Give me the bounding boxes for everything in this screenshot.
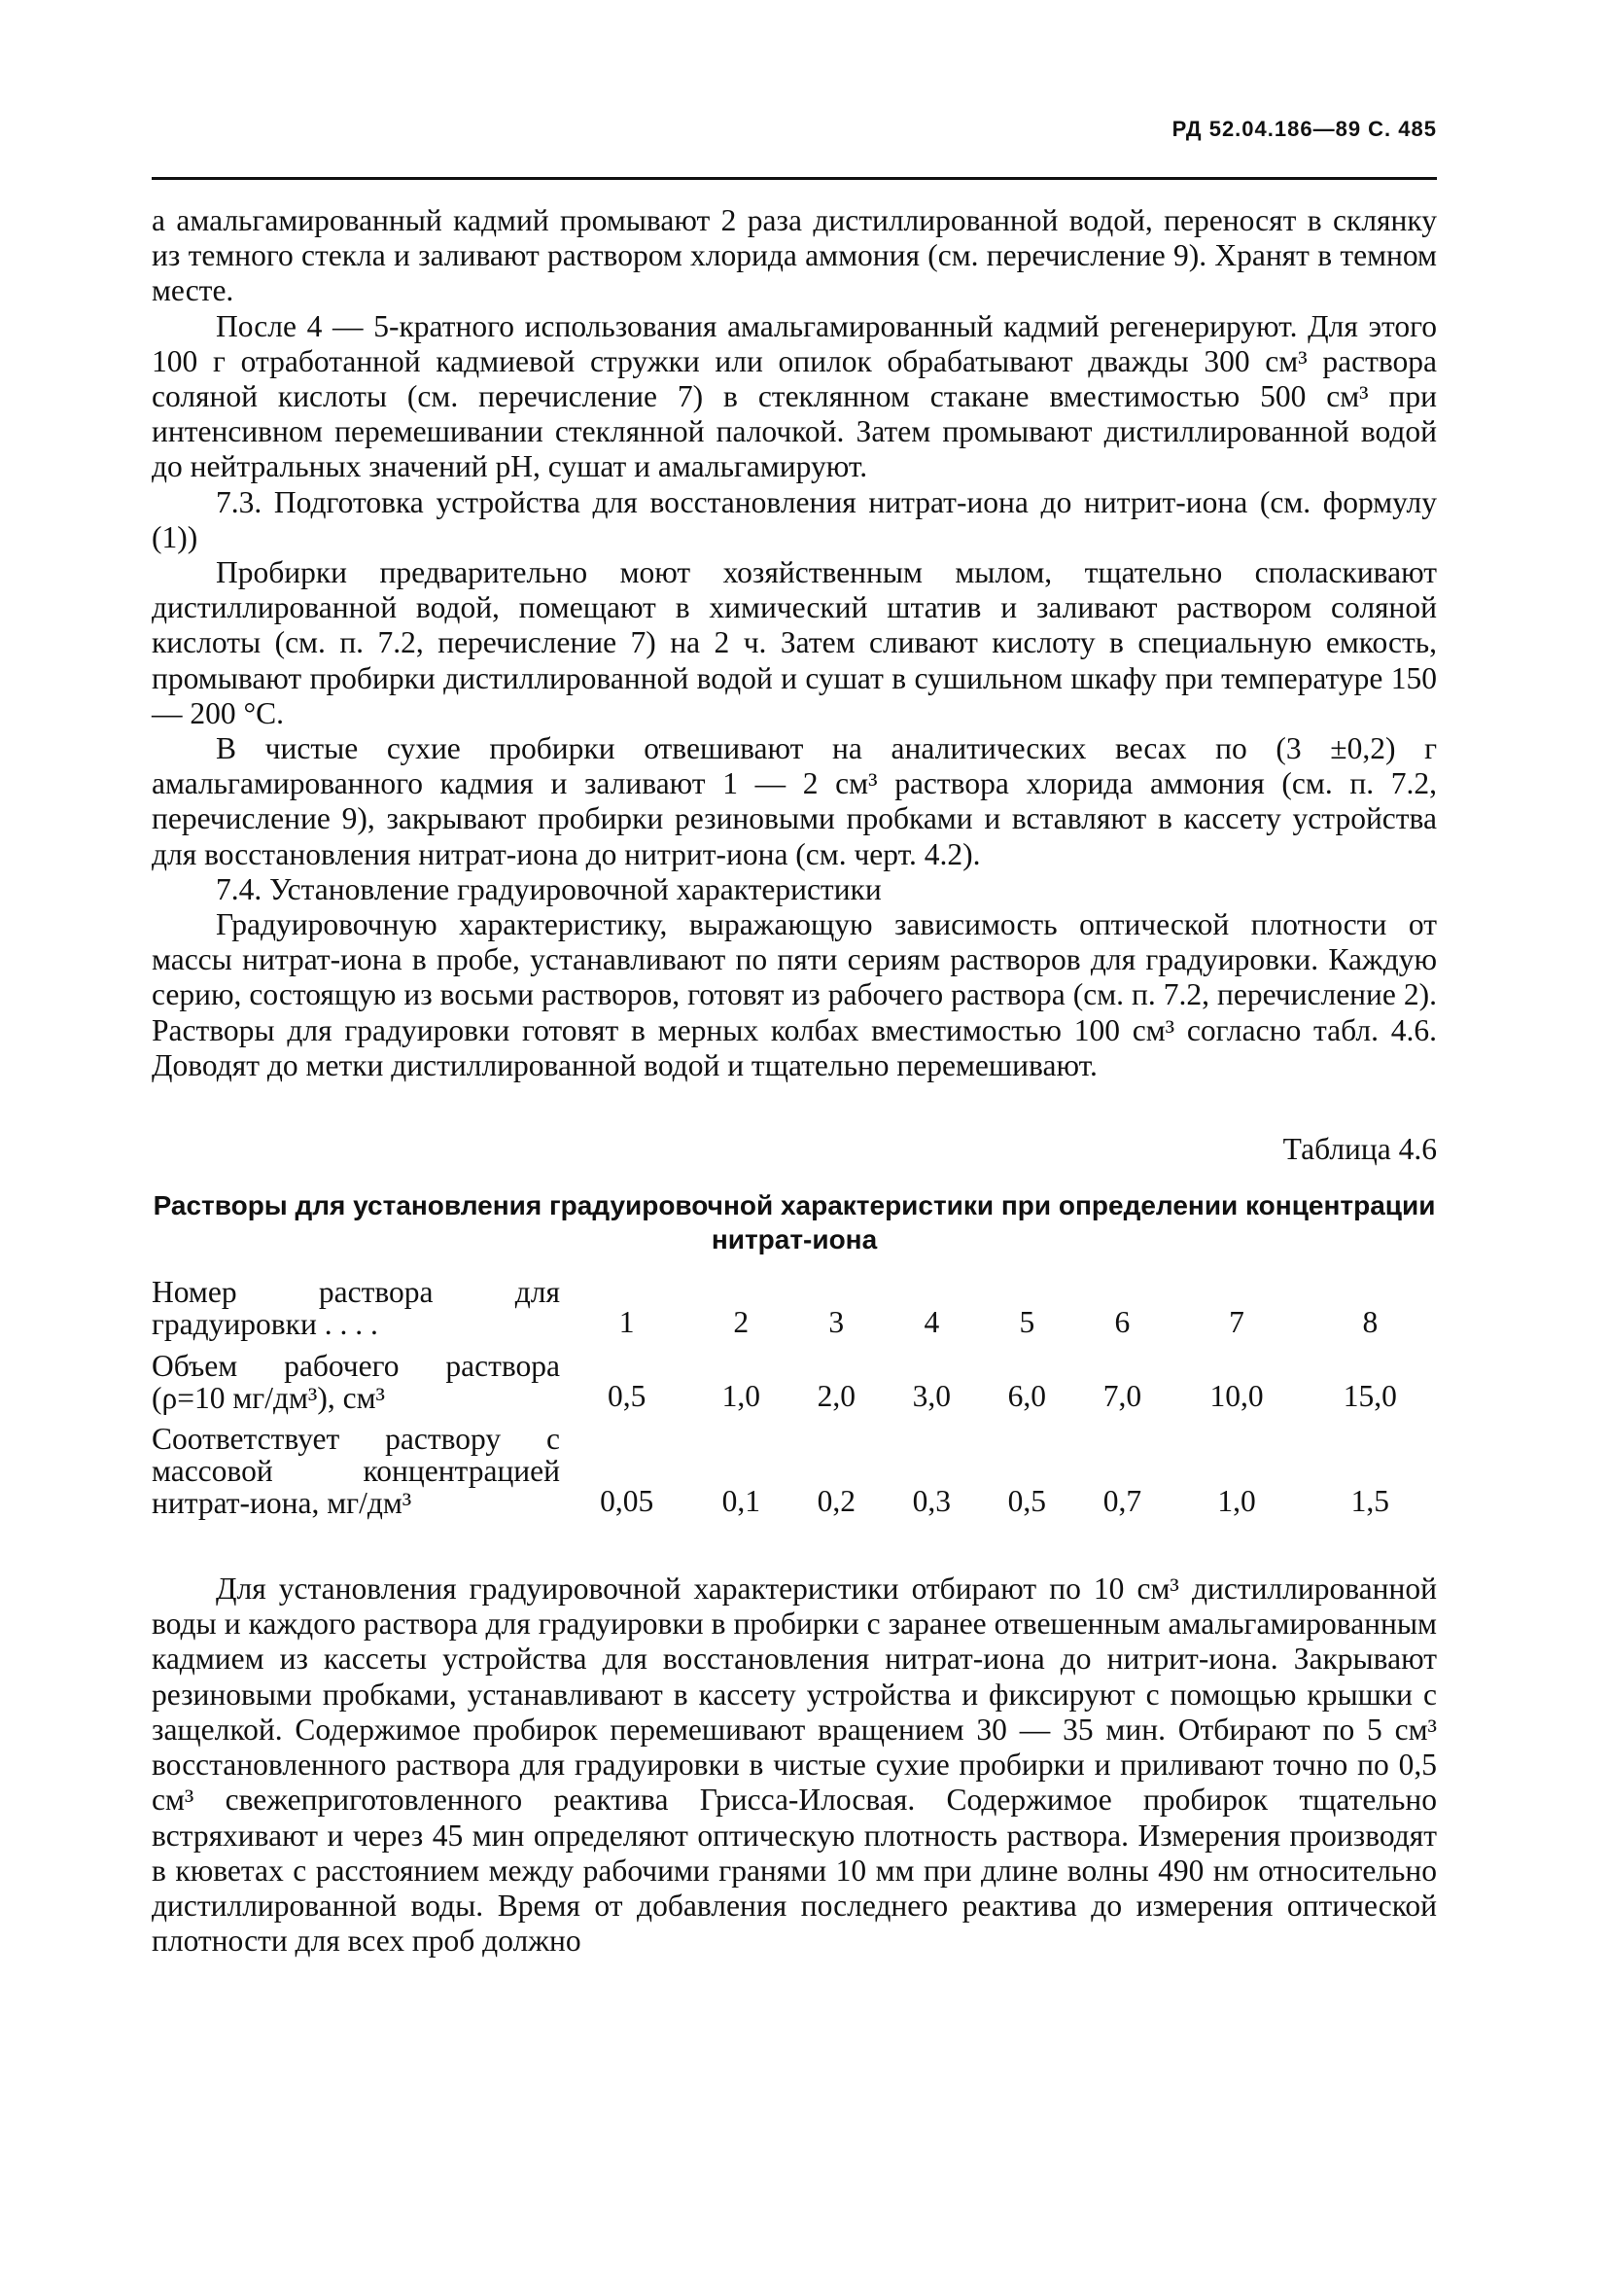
paragraph: Пробирки предварительно моют хозяйственным мылом, тщательно споласкивают дистиллированной водой, помещают в химический штатив и заливают раствором соляной кислоты (см. п. 7.2, перечисление 7) на 2 ч. Затем сливают кислоту в специальную емкость, промывают пробирки дистиллированной водой и сушат в сушильном шкафу при температуре 150 — 200 °С.: [152, 555, 1437, 730]
row-label: Номер раствора для градуировки . . . .: [152, 1275, 560, 1342]
paragraph: Для установления градуировочной характеристики отбирают по 10 см³ дистиллированной воды и каждого раствора для градуировки в пробирки с заранее отвешенным амальгамированным кадмием из кассеты устройства для восстановления нитрат-иона до нитрит-иона. Закрывают резиновыми пробками, устанавливают в кассету устройства и фиксируют с помощью крышки с защелкой. Содержимое пробирок перемешивают вращением 30 — 35 мин. Отбирают по 5 см³ восстановленного раствора для градуировки в чистые сухие пробирки и приливают точно по 0,5 см³ свежеприготовленного реактива Грисса-Илосвая. Содержимое пробирок тщательно встряхивают и через 45 мин определяют оптическую плотность раствора. Измерения производят в кюветах с расстоянием между рабочими гранями 10 мм при длине волны 490 нм относительно дистиллированной воды. Время от добавления последнего реактива до измерения оптической плотности для всех проб должно: [152, 1572, 1437, 1959]
section-heading-7-3: 7.3. Подготовка устройства для восстановления нитрат-иона до нитрит-иона (см. формулу (1)): [152, 484, 1437, 554]
table-title: Растворы для установления градуировочной характеристики при определении концентрации нитрат-иона: [153, 1190, 1436, 1255]
table-cell: 7,0: [1102, 1379, 1142, 1414]
paragraph: В чистые сухие пробирки отвешивают на аналитических весах по (3 ±0,2) г амальгамированного кадмия и заливают 1 — 2 см³ раствора хлорида аммония (см. п. 7.2, перечисление 9), закрывают пробирки резиновыми пробками и вставляют в кассету устройства для восстановления нитрат-иона до нитрит-иона (см. черт. 4.2).: [152, 731, 1437, 871]
paragraph: После 4 — 5-кратного использования амальгамированный кадмий регенерируют. Для этого 100 г отработанной кадмиевой стружки или опилок обрабатывают дважды 300 см³ раствора соляной кислоты (см. перечисление 7) в стеклянном стакане вместимостью 500 см³ при интенсивном перемешивании стеклянной палочкой. Затем промывают дистиллированной водой до нейтральных значений pH, сушат и амальгамируют.: [152, 308, 1437, 484]
table-cell: 5: [1019, 1305, 1035, 1340]
table-cell: 15,0: [1343, 1379, 1397, 1414]
table-cell: 2,0: [817, 1379, 856, 1414]
header-rule: [152, 177, 1437, 180]
paragraph: а амальгамированный кадмий промывают 2 раза дистиллированной водой, переносят в склянку из темного стекла и заливают раствором хлорида аммония (см. перечисление 9). Хранят в темном месте.: [152, 203, 1437, 308]
table-cell: 0,3: [912, 1484, 952, 1519]
table-row: [152, 1266, 1437, 1340]
table-cell: 0,5: [1007, 1484, 1047, 1519]
table-cell: 1,0: [721, 1379, 760, 1414]
page-header: РД 52.04.186—89 С. 485: [1171, 117, 1437, 141]
table-cell: 0,2: [817, 1484, 856, 1519]
table-cell: 7: [1229, 1305, 1244, 1340]
table-cell: 1,0: [1217, 1484, 1256, 1519]
table-cell: 0,7: [1102, 1484, 1142, 1519]
table-caption: Таблица 4.6: [1282, 1132, 1437, 1167]
table-row: [152, 1340, 1437, 1414]
table-cell: 6,0: [1007, 1379, 1047, 1414]
table-cell: 6: [1114, 1305, 1131, 1340]
table-row: [152, 1414, 1437, 1519]
table-cell: 0,1: [721, 1484, 760, 1519]
table-cell: 3: [828, 1305, 845, 1340]
row-label: Соответствует раствору с массовой концентрацией нитрат-иона, мг/дм³: [152, 1422, 560, 1521]
table-cell: 4: [924, 1305, 940, 1340]
table-cell: 3,0: [912, 1379, 952, 1414]
table-cell: 0,5: [607, 1379, 647, 1414]
table-cell: 10,0: [1209, 1379, 1264, 1414]
body-text-top: [152, 203, 1437, 1083]
table-cell: 2: [733, 1305, 750, 1340]
table-cell: 1: [618, 1305, 635, 1340]
row-label: Объем рабочего раствора (ρ=10 мг/дм³), см³: [152, 1349, 560, 1416]
paragraph: Градуировочную характеристику, выражающую зависимость оптической плотности от массы нитрат-иона в пробе, устанавливают по пяти сериям растворов для градуировки. Каждую серию, состоящую из восьми растворов, готовят из рабочего раствора (см. п. 7.2, перечисление 2). Растворы для градуировки готовят в мерных колбах вместимостью 100 см³ согласно табл. 4.6. Доводят до метки дистиллированной водой и тщательно перемешивают.: [152, 907, 1437, 1082]
section-heading-7-4: 7.4. Установление градуировочной характеристики: [216, 871, 882, 906]
calibration-table: [152, 1266, 1437, 1519]
table-cell: 1,5: [1350, 1484, 1390, 1519]
document-page: [152, 117, 1437, 1959]
table-cell: 8: [1362, 1305, 1379, 1340]
table-cell: 0,05: [600, 1484, 654, 1519]
